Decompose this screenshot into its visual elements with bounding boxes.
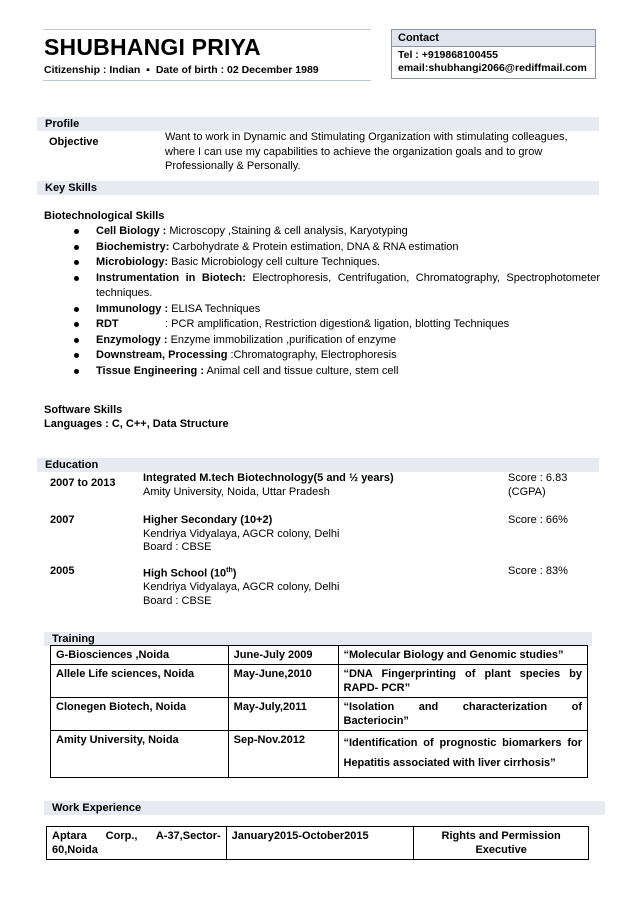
training-topic: “Molecular Biology and Genomic studies” [338, 646, 588, 665]
training-org: Allele Life sciences, Noida [51, 665, 229, 698]
contact-phone: Tel : +919868100455 [398, 49, 498, 61]
personal-info-line [44, 64, 319, 76]
table-row [47, 827, 589, 860]
objective-label: Objective [49, 136, 99, 148]
skill-item: Instrumentation in Biotech: Electrophoresis, Centrifugation, Chromatography, Spectrophotometer techniques. [60, 271, 600, 302]
skill-item: Tissue Engineering : Animal cell and tissue culture, stem cell [60, 364, 600, 380]
skills-list [60, 224, 600, 379]
bullet-icon [74, 322, 79, 327]
training-date: June-July 2009 [228, 646, 338, 665]
training-org: G-Biosciences ,Noida [51, 646, 229, 665]
education-year: 2007 to 2013 [50, 477, 116, 489]
training-topic: “Isolation and characterization of Bacteriocin” [338, 698, 588, 731]
section-key-skills-title: Key Skills [37, 181, 599, 195]
objective-line: where I can use my capabilities to achieve the organization goals and to grow [165, 145, 543, 158]
bullet-icon [74, 229, 79, 234]
education-score: Score : 6.83 (CGPA) [508, 472, 568, 498]
table-row [51, 665, 588, 698]
objective-line: Professionally & Personally. [165, 160, 301, 172]
work-table [46, 826, 589, 860]
objective-text [165, 130, 568, 174]
education-score: Score : 83% [508, 565, 568, 577]
table-row [51, 646, 588, 665]
education-board: Board : CBSE [143, 594, 212, 607]
training-topic: “DNA Fingerprinting of plant species by RAPD- PCR” [338, 665, 588, 698]
date-of-birth: Date of birth : 02 December 1989 [155, 64, 319, 76]
training-org: Clonegen Biotech, Noida [51, 698, 229, 731]
work-org: Aptara Corp., A-37,Sector-60,Noida [47, 827, 227, 860]
bullet-icon [74, 338, 79, 343]
education-board: Board : CBSE [143, 541, 212, 553]
bullet-icon [74, 276, 79, 281]
bullet-icon [74, 307, 79, 312]
training-topic: “Identification of prognostic biomarkers for Hepatitis associated with liver cirrhosis” [338, 731, 588, 778]
education-institution: Amity University, Noida, Uttar Pradesh [143, 485, 330, 498]
education-entry [143, 564, 339, 608]
contact-box [391, 29, 596, 79]
skill-item: Microbiology: Basic Microbiology cell culture Techniques. [60, 255, 600, 271]
skill-item: Biochemistry: Carbohydrate & Protein estimation, DNA & RNA estimation [60, 240, 600, 256]
software-skills-title: Software Skills [44, 404, 123, 416]
education-institution: Kendriya Vidyalaya, AGCR colony, Delhi [143, 581, 340, 594]
training-date: May-July,2011 [228, 698, 338, 731]
education-entry [143, 514, 339, 555]
training-date: Sep-Nov.2012 [228, 731, 338, 778]
header-rule-bottom [43, 80, 371, 81]
skill-item: Cell Biology : Microscopy ,Staining & cell analysis, Karyotyping [60, 224, 600, 240]
section-education-title: Education [37, 458, 599, 472]
education-year: 2005 [50, 565, 75, 577]
education-degree: Integrated M.tech Biotechnology(5 and ½ years) [143, 472, 394, 484]
contact-title: Contact [392, 30, 595, 47]
languages-line: Languages : C, C++, Data Structure [44, 418, 229, 430]
skill-item: Downstream, Processing :Chromatography, Electrophoresis [60, 348, 600, 364]
skill-item: Enzymology : Enzyme immobilization ,purification of enzyme [60, 333, 600, 349]
education-institution: Kendriya Vidyalaya, AGCR colony, Delhi [143, 527, 340, 540]
bullet-icon [74, 245, 79, 250]
work-role: Rights and Permission Executive [414, 827, 589, 860]
objective-line: Want to work in Dynamic and Stimulating Organization with stimulating colleagues, [165, 131, 568, 143]
education-degree: High School (10th) [143, 567, 237, 580]
biotech-skills-subtitle: Biotechnological Skills [44, 210, 165, 222]
education-degree: Higher Secondary (10+2) [143, 514, 273, 526]
section-training-title: Training [44, 632, 592, 646]
training-org: Amity University, Noida [51, 731, 229, 778]
header-rule-top [43, 29, 371, 30]
training-date: May-June,2010 [228, 665, 338, 698]
section-work-title: Work Experience [44, 801, 605, 815]
table-row [51, 698, 588, 731]
education-score: Score : 66% [508, 514, 568, 526]
contact-email: email:shubhangi2066@rediffmail.com [398, 62, 587, 74]
education-year: 2007 [50, 514, 75, 526]
citizenship: Citizenship : Indian [44, 64, 141, 76]
candidate-name: SHUBHANGI PRIYA [44, 34, 261, 60]
table-row [51, 731, 588, 778]
skill-item: RDT : PCR amplification, Restriction digestion& ligation, blotting Techniques [60, 317, 600, 333]
bullet-icon [74, 353, 79, 358]
skill-item: Immunology : ELISA Techniques [60, 302, 600, 318]
bullet-icon [74, 369, 79, 374]
section-profile-title: Profile [37, 117, 599, 131]
education-entry [143, 472, 394, 499]
training-table [50, 645, 588, 778]
separator-bullet: ▪ [146, 64, 150, 76]
bullet-icon [74, 260, 79, 265]
work-date: January2015-October2015 [226, 827, 414, 860]
